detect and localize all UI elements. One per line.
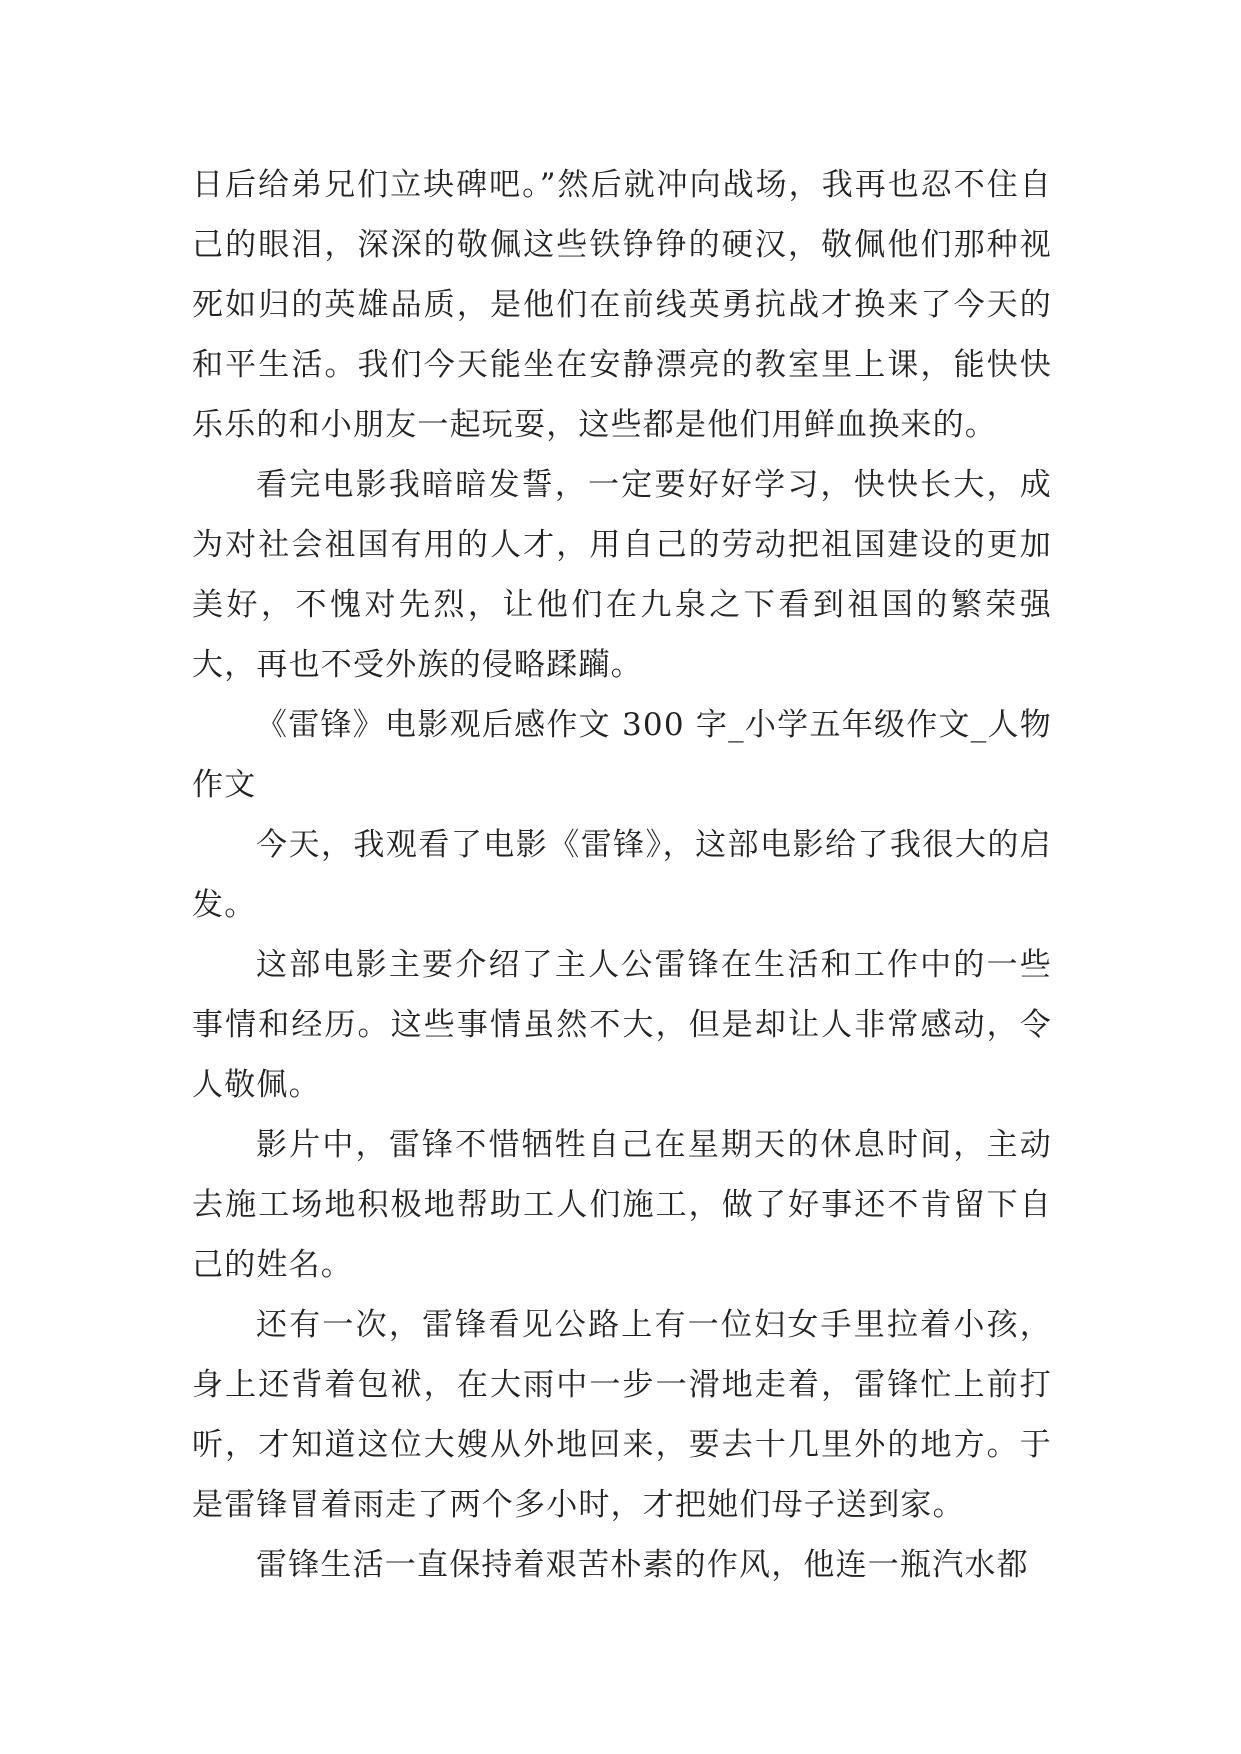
paragraph-intro: 今天，我观看了电影《雷锋》，这部电影给了我很大的启发。 — [192, 827, 1052, 923]
paragraph-summary: 这部电影主要介绍了主人公雷锋在生活和工作中的一些事情和经历。这些事情虽然不大，但是却让人非常感动，令人敬佩。 — [192, 947, 1052, 1103]
paragraph-vow: 看完电影我暗暗发誓，一定要好好学习，快快长大，成为对社会祖国有用的人才，用自己的劳动把祖国建设的更加美好，不愧对先烈，让他们在九泉之下看到祖国的繁荣强大，再也不受外族的侵略蹂躏。 — [192, 467, 1052, 683]
paragraph-frugal: 雷锋生活一直保持着艰苦朴素的作风，他连一瓶汽水都 — [256, 1547, 1029, 1583]
paragraph-construction: 影片中，雷锋不惜牺牲自己在星期天的休息时间，主动去施工场地积极地帮助工人们施工，做了好事还不肯留下自己的姓名。 — [192, 1127, 1052, 1283]
paragraph-rain-story: 还有一次，雷锋看见公路上有一位妇女手里拉着小孩，身上还背着包袱，在大雨中一步一滑地走着，雷锋忙上前打听，才知道这位大嫂从外地回来，要去十几里外的地方。于是雷锋冒着雨走了两个多小时，才把她们母子送到家。 — [192, 1307, 1052, 1523]
essay-title: 《雷锋》电影观后感作文 300 字_小学五年级作文_人物作文 — [192, 707, 1052, 803]
document-body — [192, 155, 1052, 1595]
paragraph-continuation: 日后给弟兄们立块碑吧。”然后就冲向战场，我再也忍不住自己的眼泪，深深的敬佩这些铁铮铮的硬汉，敬佩他们那种视死如归的英雄品质，是他们在前线英勇抗战才换来了今天的和平生活。我们今天能坐在安静漂亮的教室里上课，能快快乐乐的和小朋友一起玩耍，这些都是他们用鲜血换来的。 — [192, 167, 1052, 443]
